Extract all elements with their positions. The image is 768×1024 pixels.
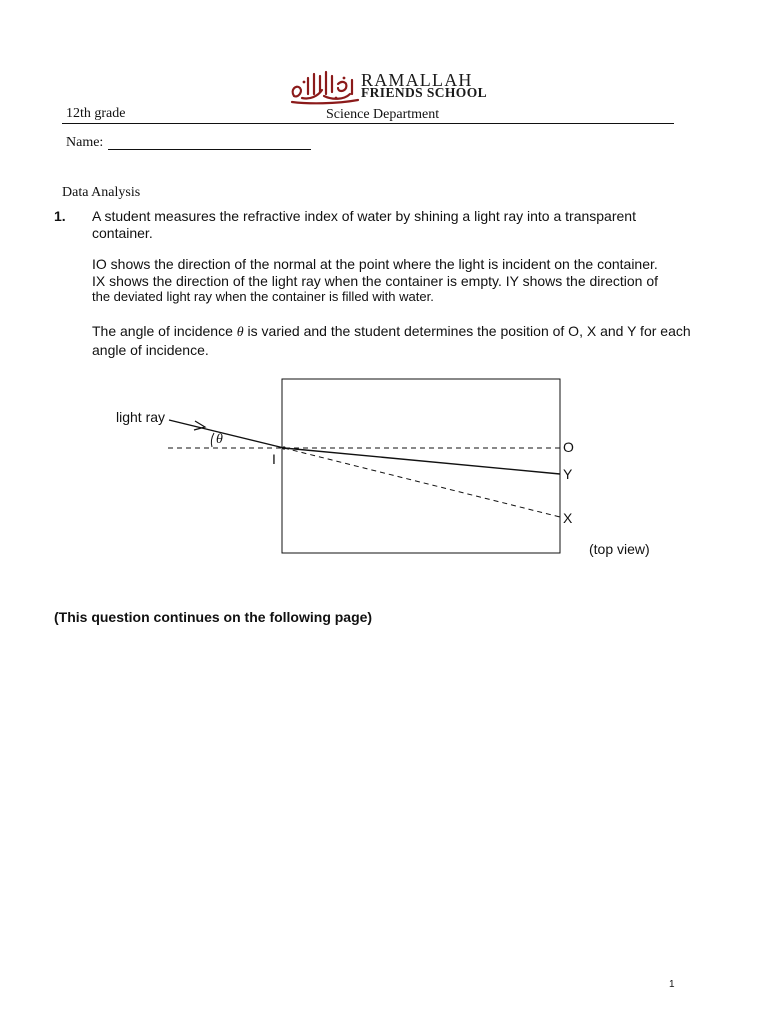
question-paragraph-1: A student measures the refractive index of water by shining a light ray into a transparent container. [92, 208, 636, 241]
refraction-diagram [0, 370, 768, 570]
name-label: Name: [66, 135, 104, 150]
point-x-label: X [563, 510, 573, 526]
point-y-label: Y [563, 466, 573, 482]
container-outline [282, 379, 560, 553]
theta-label: θ [216, 432, 223, 447]
light-ray-label: light ray [116, 409, 166, 425]
incident-ray [169, 420, 284, 448]
question-paragraph-2 [92, 256, 692, 306]
question-paragraph-3 [92, 323, 692, 358]
paragraph-2-line-1: IO shows the direction of the normal at the point where the light is incident on the container. [92, 256, 658, 272]
school-logo-icon [288, 70, 362, 106]
paragraph-3-text-a: The angle of incidence [92, 323, 237, 339]
continues-note: (This question continues on the following page) [54, 609, 373, 625]
paragraph-3-text-b: is varied and the student determines the position of O, X and Y for each angle of incidence. [92, 323, 691, 358]
school-name-line1: RAMALLAH [361, 70, 473, 90]
name-answer-line[interactable] [108, 149, 311, 150]
theta-symbol: θ [236, 325, 244, 340]
paragraph-2-line-3: the deviated light ray when the container is filled with water. [92, 289, 434, 304]
point-o-label: O [563, 439, 574, 455]
header-rule [62, 123, 674, 124]
question-number: 1. [54, 208, 66, 224]
paragraph-2-line-2: IX shows the direction of the light ray when the container is empty. IY shows the direction of [92, 272, 659, 289]
top-view-label: (top view) [589, 541, 650, 557]
point-i-label: I [272, 451, 276, 467]
department-label: Science Department [326, 107, 440, 122]
page-number: 1 [669, 979, 675, 990]
incidence-point [282, 446, 285, 449]
refracted-ray-y [284, 448, 560, 474]
grade-label: 12th grade [66, 106, 126, 121]
section-title: Data Analysis [62, 185, 141, 200]
angle-arc [211, 433, 214, 447]
school-name-line2: FRIENDS SCHOOL [361, 85, 487, 100]
undeviated-ray-x [284, 448, 560, 517]
